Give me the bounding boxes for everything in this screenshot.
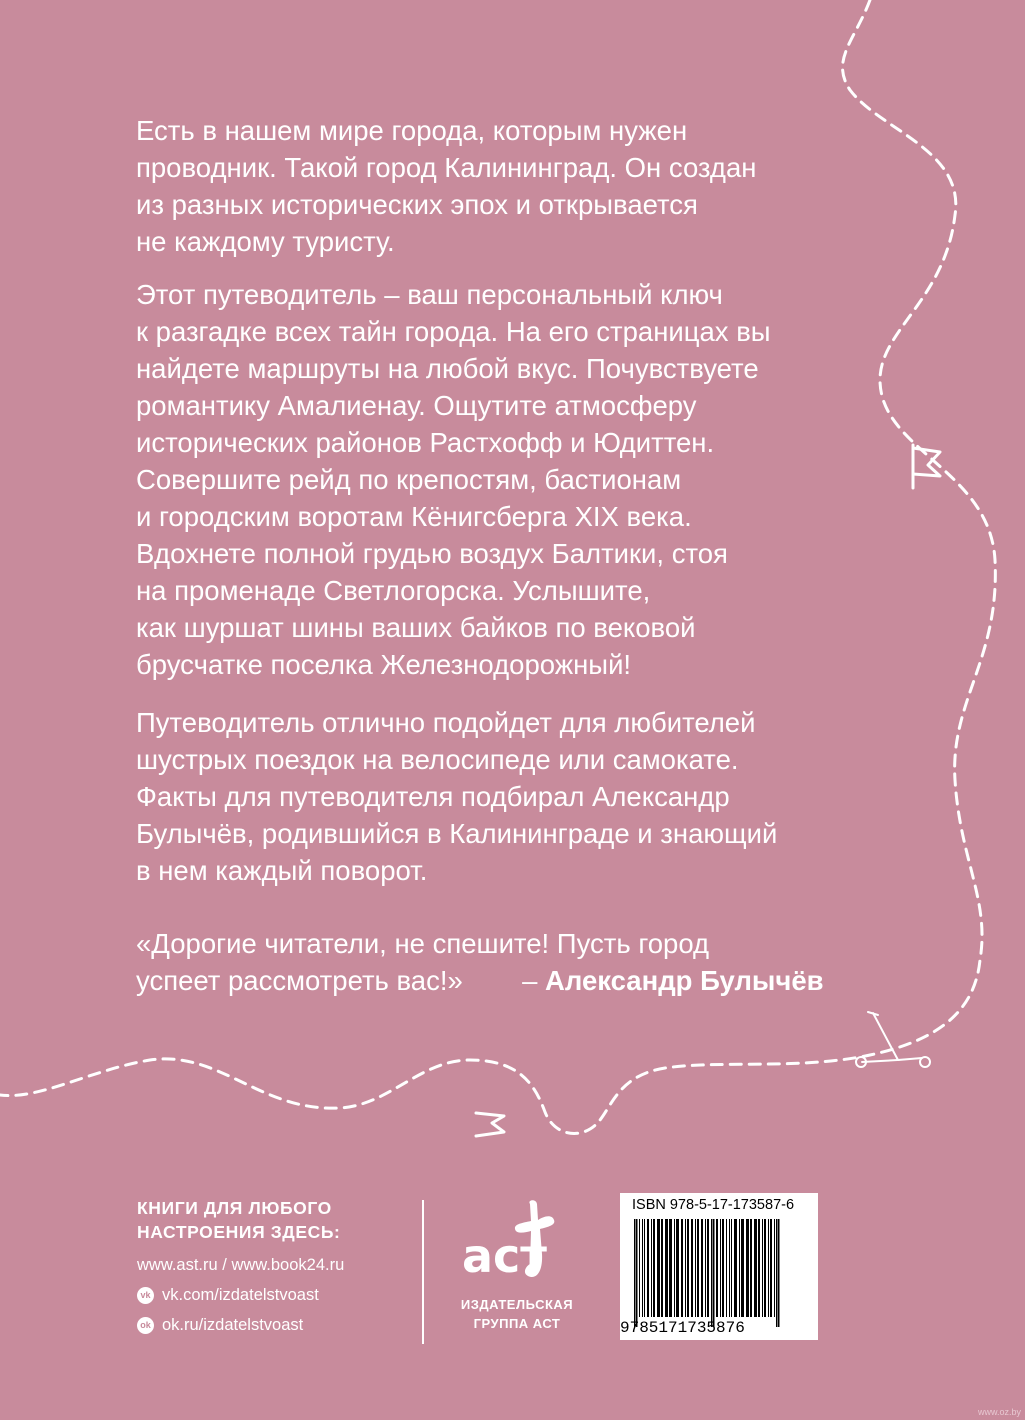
text-line: Факты для путеводителя подбирал Александр <box>136 781 730 812</box>
description-paragraph-2 <box>136 276 896 683</box>
text-line: на променаде Светлогорска. Услышите, <box>136 575 651 606</box>
vk-icon: vk <box>137 1287 154 1304</box>
text-line: Этот путеводитель – ваш персональный ключ <box>136 279 723 310</box>
author-quote <box>136 925 896 999</box>
watermark: www.oz.by <box>977 1407 1021 1417</box>
barcode-bars <box>620 1193 818 1340</box>
description-paragraph-3 <box>136 704 896 889</box>
footer-heading-line-1: КНИГИ ДЛЯ ЛЮБОГО <box>137 1198 332 1218</box>
text-line: к разгадке всех тайн города. На его страницах вы <box>136 316 771 347</box>
text-line: как шуршат шины ваших байков по вековой <box>136 612 696 643</box>
text-line: Вдохнете полной грудью воздух Балтики, стоя <box>136 538 728 569</box>
isbn-number: ISBN 978-5-17-173587-6 <box>632 1197 795 1213</box>
ast-logo-text: аст <box>462 1229 547 1283</box>
quote-line-2 <box>136 962 896 999</box>
footer-heading-line-2: НАСТРОЕНИЯ ЗДЕСЬ: <box>137 1222 341 1242</box>
text-line: из разных исторических эпох и открывается <box>136 189 698 220</box>
text-line: и городским воротам Кёнигсберга XIX века. <box>136 501 692 532</box>
vk-link-text: vk.com/izdatelstvoast <box>162 1286 319 1304</box>
quote-line-1: «Дорогие читатели, не спешите! Пусть город <box>136 928 710 959</box>
ok-link-text: ok.ru/izdatelstvoast <box>162 1316 304 1334</box>
text-line: найдете маршруты на любой вкус. Почувствуете <box>136 353 759 384</box>
websites-link[interactable] <box>137 1255 344 1275</box>
flag-icon <box>913 445 940 488</box>
description-paragraph-1 <box>136 112 896 260</box>
quote-author: Александр Булычёв <box>545 965 824 996</box>
text-line: шустрых поездок на велосипеде или самокате. <box>136 744 739 775</box>
text-line: брусчатке поселка Железнодорожный! <box>136 649 632 680</box>
text-line: Есть в нашем мире города, которым нужен <box>136 115 688 146</box>
footer-heading <box>137 1196 344 1244</box>
ast-logo-icon <box>444 1194 590 1290</box>
text-line: не каждому туристу. <box>136 226 395 257</box>
text-line: проводник. Такой город Калининград. Он создан <box>136 152 757 183</box>
barcode-digits: 9785171735876 <box>620 1319 745 1337</box>
text-line: Совершите рейд по крепостям, бастионам <box>136 464 682 495</box>
ok-link[interactable] <box>137 1315 344 1335</box>
publisher-links <box>137 1196 344 1345</box>
text-line: в нем каждый поворот. <box>136 855 428 886</box>
publisher-logo <box>444 1194 590 1333</box>
quote-text: успеет рассмотреть вас!» <box>136 965 463 996</box>
numeral-three-icon <box>476 1113 504 1136</box>
text-line: исторических районов Растхофф и Юдиттен. <box>136 427 715 458</box>
publisher-name-line-1: ИЗДАТЕЛЬСКАЯ <box>460 1297 574 1312</box>
quote-dash: – <box>522 965 538 996</box>
text-line: Булычёв, родившийся в Калининграде и знающий <box>136 818 778 849</box>
ok-icon: ok <box>137 1317 154 1334</box>
footer-divider <box>422 1200 424 1344</box>
websites-text: www.ast.ru / www.book24.ru <box>137 1256 345 1274</box>
publisher-name-line-2: ГРУППА АСТ <box>473 1316 561 1331</box>
vk-link[interactable] <box>137 1285 344 1305</box>
publisher-name <box>444 1295 590 1333</box>
text-line: Путеводитель отлично подойдет для любителей <box>136 707 756 738</box>
isbn-barcode <box>620 1193 818 1340</box>
text-line: романтику Амалиенау. Ощутите атмосферу <box>136 390 697 421</box>
